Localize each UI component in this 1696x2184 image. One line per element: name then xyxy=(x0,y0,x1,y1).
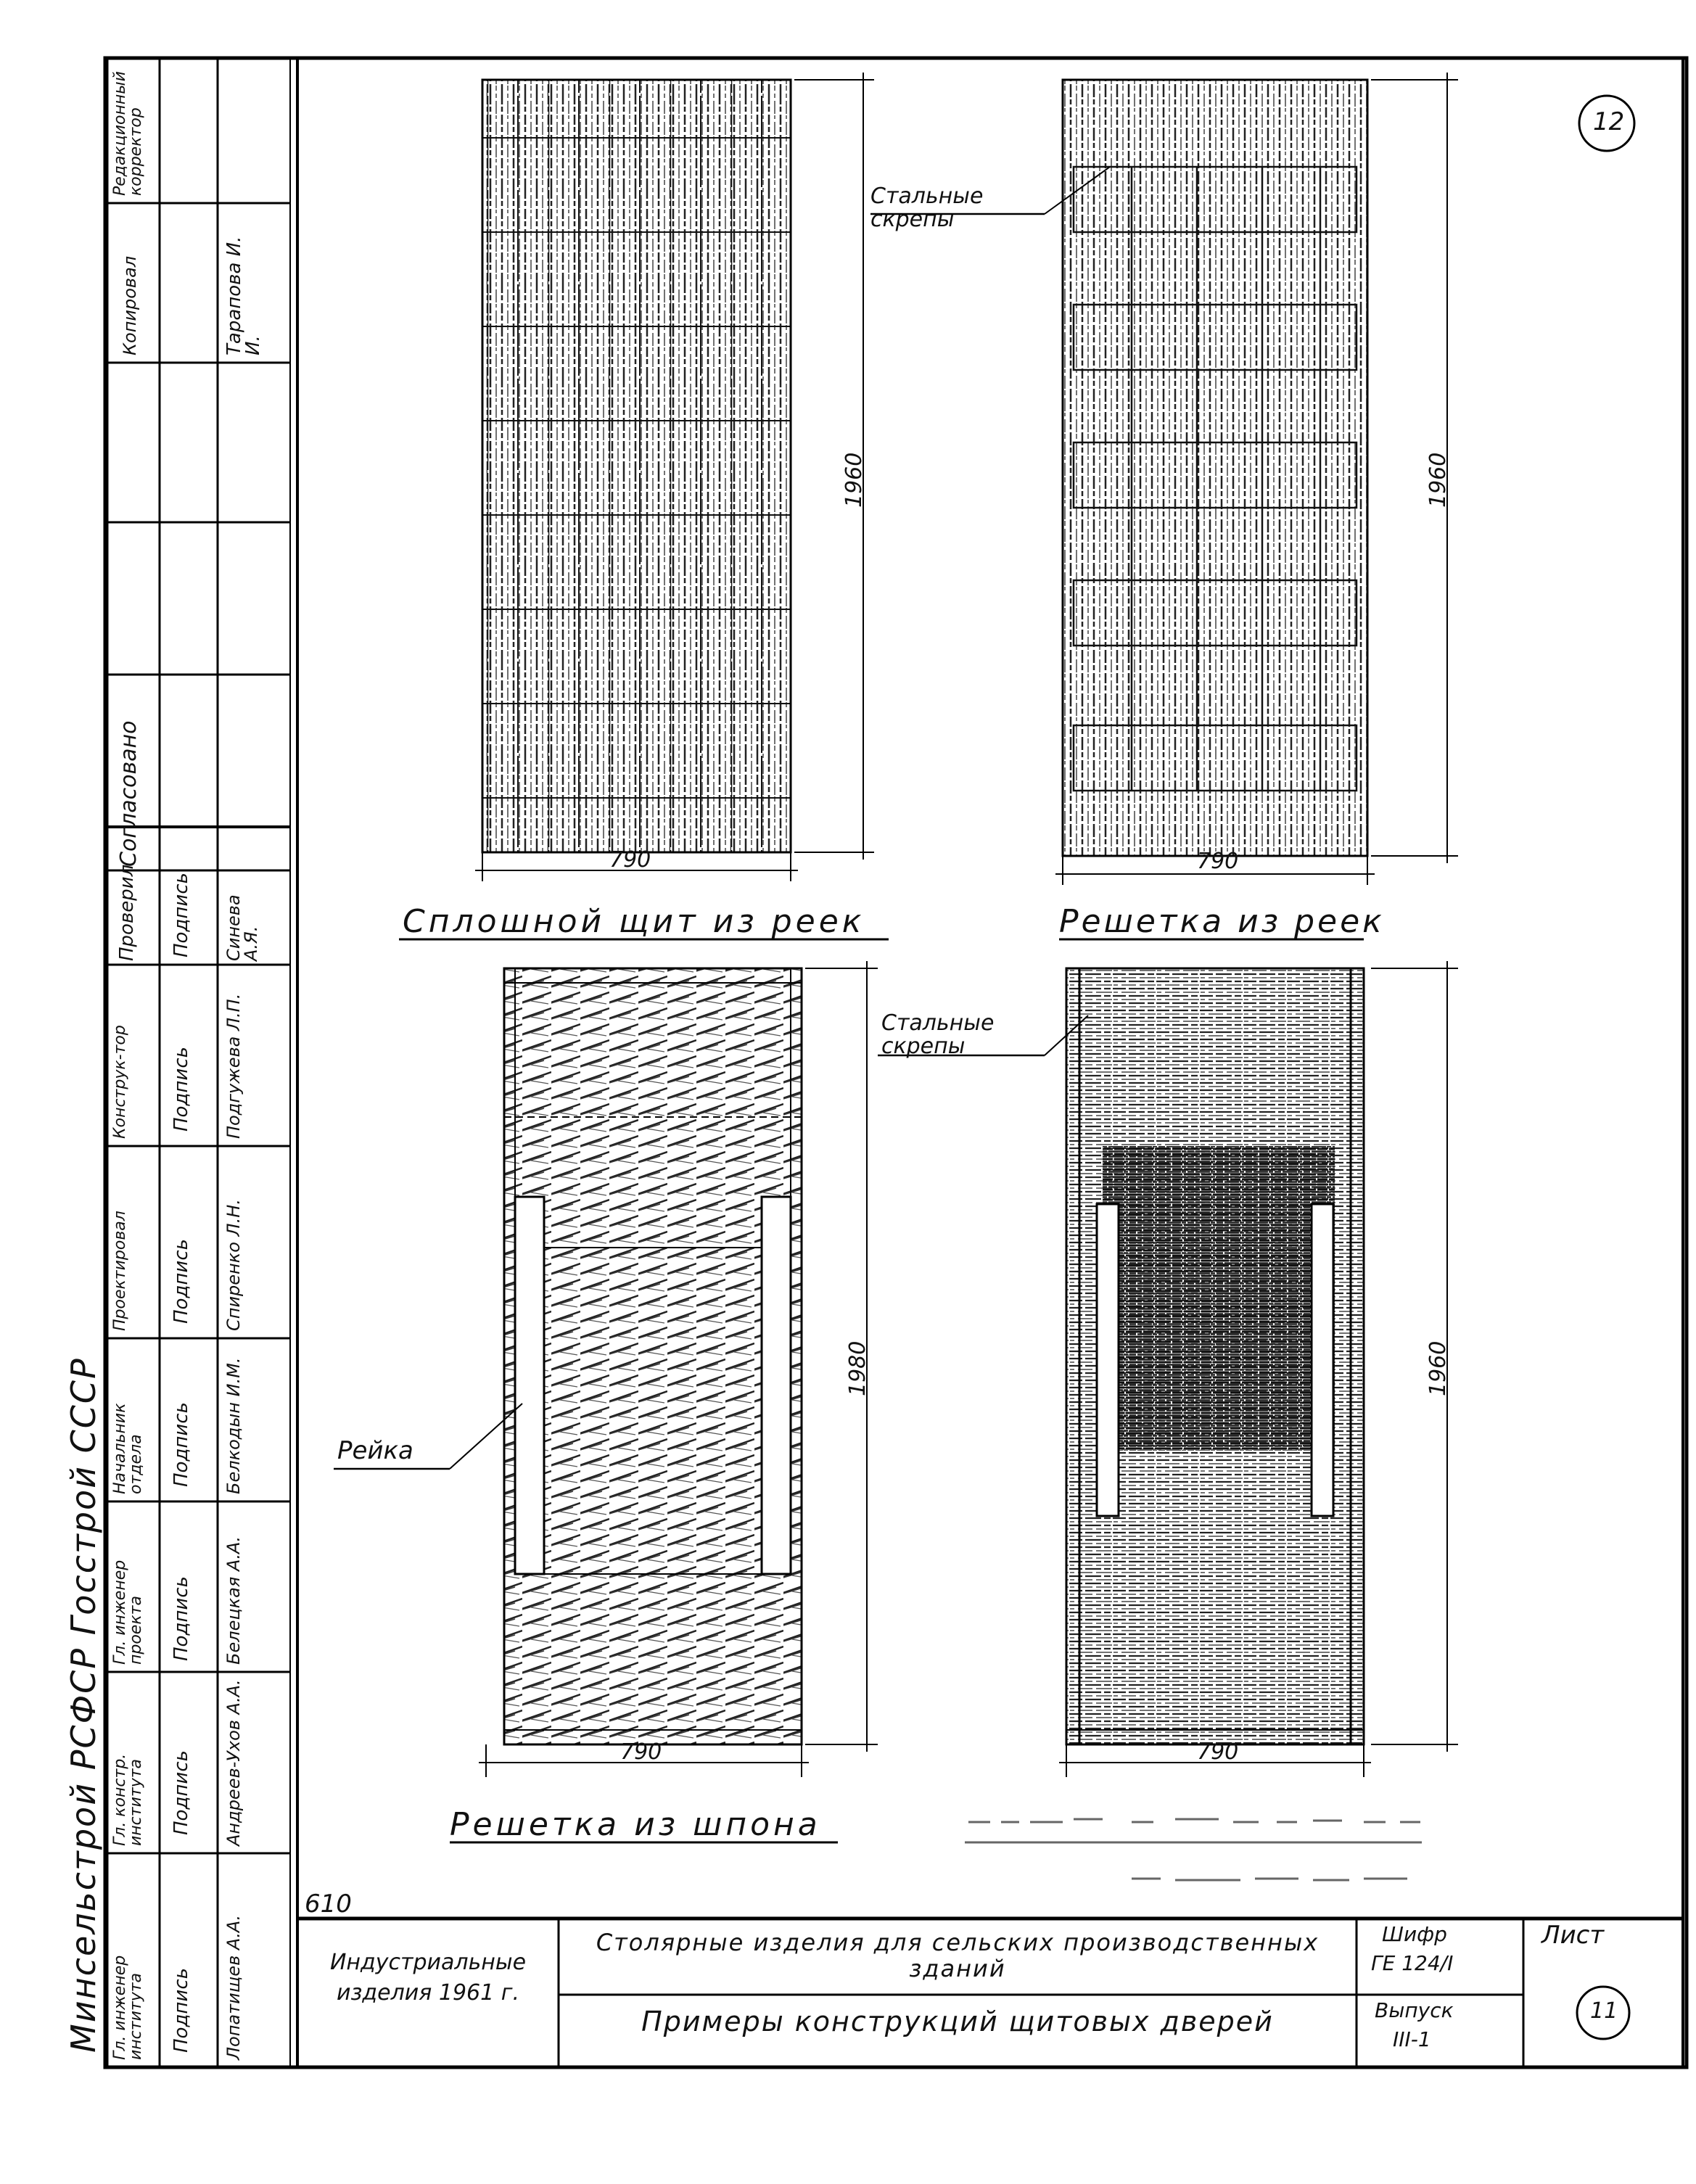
callout-lattice2: Стальные скрепы xyxy=(881,1010,995,1059)
role-sign: Подпись xyxy=(170,1576,192,1661)
tb-sheet-label: Лист xyxy=(1541,1921,1605,1950)
dim-height-veneer: 1980 xyxy=(845,1340,870,1396)
copier-name: Тарапова И. И. xyxy=(223,236,264,355)
role-label: Конструк-тор xyxy=(111,1025,129,1139)
role-name: Лопатищев А.А. xyxy=(223,1915,244,2060)
tb-code-label: Шифр xyxy=(1382,1922,1447,1946)
role-name: Белкодын И.М. xyxy=(223,1357,244,1494)
callout-lattice: Стальные скрепы xyxy=(870,184,984,232)
dim-width-solid: 790 xyxy=(609,847,651,873)
drawing-lattice2-panel xyxy=(878,961,1458,1777)
dim-width-veneer: 790 xyxy=(620,1739,662,1765)
tb-title-bottom: Примеры конструкций щитовых дверей xyxy=(641,2006,1274,2037)
role-sign: Подпись xyxy=(170,1239,192,1324)
role-label: Гл. инженер института xyxy=(111,1955,145,2060)
tb-issue-label: Выпуск xyxy=(1375,1998,1454,2022)
tb-left: Индустриальные изделия 1961 г. xyxy=(329,1950,527,2006)
role-label: Проектировал xyxy=(111,1211,129,1331)
role-name: Андреев-Ухов А.А. xyxy=(223,1679,244,1846)
outer-frame xyxy=(105,58,1687,2067)
role-sign: Подпись xyxy=(170,1968,192,2053)
tb-issue-value: III-1 xyxy=(1393,2027,1431,2051)
dim-height-lattice: 1960 xyxy=(1425,452,1451,508)
editor-label: Редакционный корректор xyxy=(111,71,145,196)
tb-title-top: Столярные изделия для сельских производственных зданий xyxy=(596,1929,1320,1982)
role-name: Синева А.Я. xyxy=(223,894,261,961)
role-label: Гл. констр. института xyxy=(111,1753,145,1846)
role-sign: Подпись xyxy=(170,1402,192,1487)
role-sign: Подпись xyxy=(170,873,192,957)
page-label: 610 xyxy=(305,1890,352,1919)
role-name: Подгужева Л.П. xyxy=(223,993,244,1139)
callout-veneer: Рейка xyxy=(337,1436,413,1465)
tb-sheet-value: 11 xyxy=(1590,1998,1618,2024)
faded-caption-lattice2 xyxy=(965,1819,1422,1880)
role-label: Начальник отдела xyxy=(111,1403,145,1494)
tb-code-value: ГЕ 124/I xyxy=(1371,1951,1454,1975)
dim-height-lattice2: 1960 xyxy=(1425,1340,1451,1396)
caption-solid: Сплошной щит из реек xyxy=(403,903,865,940)
caption-lattice: Решетка из реек xyxy=(1059,903,1385,940)
drawing-solid-panel xyxy=(475,73,874,881)
role-label: Гл. инженер проекта xyxy=(111,1559,145,1665)
dim-width-lattice: 790 xyxy=(1197,849,1239,874)
sheet-number: 12 xyxy=(1593,107,1625,136)
soglasovano-label: Согласовано xyxy=(116,720,141,867)
copier-label: Копировал xyxy=(120,255,140,355)
drawing-veneer-panel xyxy=(334,961,878,1777)
role-name: Спиренко Л.Н. xyxy=(223,1199,244,1331)
caption-veneer: Решетка из шпона xyxy=(450,1806,821,1843)
role-sign: Подпись xyxy=(170,1047,192,1132)
dim-height-solid: 1960 xyxy=(841,452,867,508)
left-main-title: Минсельстрой РСФСР Госстрой СССР xyxy=(64,1357,103,2053)
role-sign: Подпись xyxy=(170,1750,192,1835)
role-label: Проверил xyxy=(116,864,138,961)
role-name: Белецкая А.А. xyxy=(223,1536,244,1665)
dim-width-lattice2: 790 xyxy=(1197,1739,1239,1765)
